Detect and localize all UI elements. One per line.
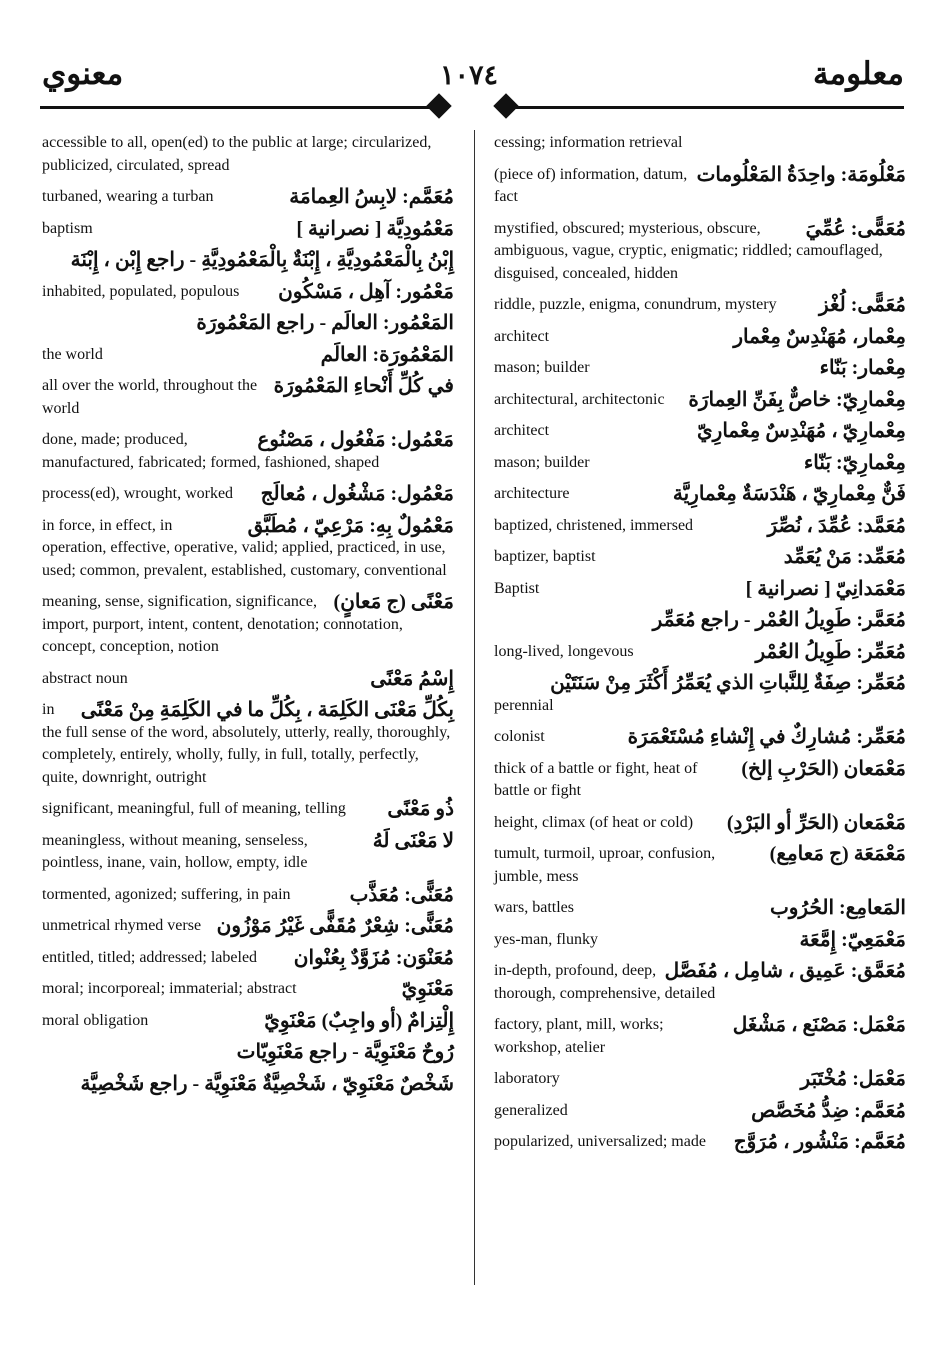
arabic-headword: إِبْنُ بِالْمَعْمُودِيَّةِ ، إِبْنَةٌ بِالْمَعْمُودِيَّةِ - راجع إِبْن ، إِبْنَة: [70, 249, 454, 271]
arabic-headword: مُعَمِّر: مُشارِكٌ في إِنْشاءِ مُسْتَعْمَرَة: [627, 726, 906, 748]
dictionary-entry: [42, 699, 454, 789]
dictionary-entry: [494, 1014, 906, 1059]
dictionary-entry: [42, 830, 454, 875]
english-definition: baptism: [42, 219, 93, 237]
english-definition: moral; incorporeal; immaterial; abstract: [42, 980, 297, 997]
header-rule-right: [512, 106, 904, 109]
english-definition: done, made; produced, manufactured, fabricated; formed, fashioned, shaped: [42, 431, 380, 471]
dictionary-entry: [42, 281, 454, 304]
dictionary-entry: [42, 668, 454, 691]
arabic-headword: مَعْمُول: مَفْعُول ، مَصْنُوع: [257, 429, 454, 451]
english-definition: (piece of) information, datum, fact: [494, 165, 688, 205]
dictionary-entry: [494, 452, 906, 475]
dictionary-entry: [42, 1010, 454, 1033]
arabic-headword: مُعَمَّق: عَمِيق ، شامِل ، مُفَصَّل: [664, 960, 906, 982]
arabic-headword: مَعْلُومَة: واحِدَةُ المَعْلُومات: [696, 163, 906, 186]
left-column: [42, 132, 454, 1104]
english-definition: colonist: [494, 728, 545, 745]
english-definition: cessing; information retrieval: [494, 134, 683, 151]
dictionary-entry: [42, 1073, 454, 1096]
arabic-headword: مُعَمِّد: مَنْ يُعَمِّد: [783, 546, 906, 568]
english-definition: architecture: [494, 485, 570, 502]
header-rule-left: [40, 106, 434, 109]
diamond-ornament-left: [426, 93, 451, 118]
dictionary-entry: [42, 218, 454, 241]
english-definition: wars, battles: [494, 899, 574, 916]
dictionary-entry: [42, 915, 454, 938]
english-definition: popularized, universalized; made: [494, 1133, 706, 1150]
dictionary-entry: [494, 609, 906, 632]
english-definition: significant, meaningful, full of meaning, telling: [42, 800, 346, 817]
page-number: ١٠٧٤: [440, 60, 499, 90]
arabic-headword: مَعْمَعان (الحَرْبِ إلخ): [741, 757, 906, 780]
dictionary-entry: [494, 672, 906, 717]
right-column: [494, 132, 906, 1163]
english-definition: factory, plant, mill, works; workshop, atelier: [494, 1016, 664, 1056]
guide-word-left: معنوي: [42, 56, 124, 91]
column-divider: [474, 130, 475, 1285]
arabic-headword: مُعَنًّى: شِعْرٌ مُقَفًّى غَيْرُ مَوْزُون: [216, 915, 454, 937]
dictionary-entry: [42, 515, 454, 583]
dictionary-entry: [494, 897, 906, 920]
arabic-headword: مُعَمِّر: صِفَةٌ لِلنَّباتِ الذي يُعَمِّرُ أَكْثَرَ مِنْ سَنَتَيْن: [550, 672, 906, 694]
arabic-headword: مَعْنًى (ج مَعانٍ): [333, 591, 454, 613]
arabic-headword: مَعْمُول: مَشْغُول ، مُعالَج: [260, 483, 454, 505]
english-definition: in force, in effect, in operation, effective, operative, valid; applied, practiced, in use, used; common, prevalent, established, customary, conventional: [42, 516, 447, 579]
english-definition: architectural, architectonic: [494, 390, 665, 408]
english-definition: baptized, christened, immersed: [494, 516, 694, 534]
arabic-headword: مُعَنًّى: مُعَذَّب: [349, 883, 454, 906]
arabic-headword: مُعَمِّر: طَوِيلُ العُمْر: [755, 640, 906, 663]
arabic-headword: مِعْمار: بَنّاء: [819, 357, 906, 379]
english-definition: height, climax (of heat or cold): [494, 813, 694, 831]
english-definition: moral obligation: [42, 1011, 149, 1029]
english-definition: entitled, titled; addressed; labeled: [42, 948, 258, 966]
english-definition: riddle, puzzle, enigma, conundrum, mystery: [494, 296, 777, 313]
english-definition: the world: [42, 345, 103, 363]
dictionary-entry: [42, 798, 454, 821]
english-definition: inhabited, populated, populous: [42, 282, 240, 300]
english-definition: mason; builder: [494, 359, 590, 376]
arabic-headword: مِعْمار، مُهَنْدِسٌ مِعْمار: [733, 325, 906, 348]
arabic-headword: رُوحٌ مَعْنَوِيَّة - راجع مَعْنَوِيّات: [236, 1041, 454, 1063]
dictionary-entry: [42, 249, 454, 272]
arabic-headword: فَنٌّ مِعْمارِيّ ، هَنْدَسَةٌ مِعْمارِيَّة: [672, 483, 906, 505]
arabic-headword: مَعْنَوِيّ: [401, 978, 454, 1000]
dictionary-entry: [494, 389, 906, 412]
arabic-headword: مَعْمَل: مَصْنَع ، مَشْغَل: [732, 1014, 906, 1036]
dictionary-entry: [494, 164, 906, 209]
english-definition: perennial: [494, 696, 554, 714]
english-definition: architect: [494, 327, 550, 345]
arabic-headword: مُعَمَّر: طَوِيلُ العُمْر - راجع مُعَمِّر: [652, 609, 906, 631]
dictionary-entry: [494, 515, 906, 538]
arabic-headword: المَعْمُور: العالَم - راجع المَعْمُورَة: [196, 312, 454, 334]
dictionary-entry: [494, 1131, 906, 1154]
english-definition: mystified, obscured; mysterious, obscure, ambiguous, vague, cryptic, enigmatic; riddled; camouflaged, disguised, concealed, hidden: [494, 219, 883, 282]
english-definition: architect: [494, 422, 550, 439]
arabic-headword: مَعْمُودِيَّة [ نصرانية ]: [296, 217, 454, 240]
arabic-headword: إِلْتِزامٌ (أو واجِبٌ) مَعْنَوِيّ: [264, 1009, 454, 1032]
dictionary-entry: [494, 929, 906, 952]
english-definition: long-lived, longevous: [494, 642, 634, 660]
dictionary-entry: [42, 375, 454, 420]
dictionary-entry: [494, 812, 906, 835]
english-definition: baptizer, baptist: [494, 548, 596, 565]
dictionary-entry: [494, 843, 906, 888]
arabic-headword: مَعْمَعِيّ: إِمَّعَة: [799, 928, 906, 951]
dictionary-entry: [494, 483, 906, 506]
arabic-headword: مُعَمَّم: لابِسُ العِمامَة: [289, 186, 454, 208]
dictionary-entry: [494, 326, 906, 349]
dictionary-entry: [494, 758, 906, 803]
dictionary-entry: [494, 132, 906, 155]
english-definition: turbaned, wearing a turban: [42, 188, 214, 205]
dictionary-entry: [494, 420, 906, 443]
dictionary-entry: [42, 483, 454, 506]
dictionary-entry: [42, 186, 454, 209]
dictionary-entry: [494, 1068, 906, 1091]
dictionary-entry: [494, 546, 906, 569]
arabic-headword: مَعْمَعان (الحَرِّ أو البَرْدِ): [726, 811, 906, 834]
arabic-headword: مِعْمارِيّ: بَنّاء: [803, 451, 906, 474]
arabic-headword: شَخْصٌ مَعْنَوِيّ ، شَخْصِيَّةٌ مَعْنَوِيَّة - راجع شَخْصِيَّة: [80, 1072, 454, 1095]
arabic-headword: ذُو مَعْنًى: [387, 798, 454, 820]
arabic-headword: مَعْمَعَة (ج مَعامِع): [769, 843, 906, 865]
arabic-headword: مِعْمارِيّ: خاصٌّ بِفَنِّ العِمارَة: [688, 388, 906, 411]
dictionary-entry: [494, 578, 906, 601]
dictionary-entry: [494, 641, 906, 664]
arabic-headword: إِسْمُ مَعْنًى: [370, 667, 454, 690]
arabic-headword: المَعْمُورَة: العالَم: [320, 343, 454, 366]
english-definition: unmetrical rhymed verse: [42, 917, 202, 934]
guide-word-right: معلومة: [812, 56, 904, 91]
arabic-headword: مَعْمُور: آهِل ، مَسْكُون: [278, 280, 454, 303]
dictionary-entry: [42, 947, 454, 970]
english-definition: laboratory: [494, 1070, 560, 1087]
arabic-headword: مَعْمُولٌ بِهِ: مَرْعِيّ ، مُطَبَّق: [247, 514, 454, 537]
dictionary-entry: [42, 884, 454, 907]
dictionary-entry: [42, 312, 454, 335]
dictionary-entry: [494, 218, 906, 286]
page-header: [0, 0, 944, 120]
dictionary-entry: [42, 429, 454, 474]
english-definition: yes-man, flunky: [494, 930, 598, 948]
dictionary-entry: [494, 1100, 906, 1123]
english-definition: all over the world, throughout the world: [42, 377, 258, 417]
arabic-headword: بِكُلِّ مَعْنَى الكَلِمَة ، بِكُلِّ ما في الكَلِمَةِ مِنْ مَعْنًى: [80, 699, 454, 721]
arabic-headword: مُعَنْوَن: مُزَوَّدٌ بِعُنْوان: [293, 946, 454, 969]
dictionary-entry: [42, 132, 454, 177]
english-definition: accessible to all, open(ed) to the public at large; circularized, publicized, circulated, spread: [42, 134, 432, 174]
dictionary-entry: [42, 591, 454, 659]
english-definition: mason; builder: [494, 453, 590, 471]
arabic-headword: مَعْمَدانِيّ [ نصرانية ]: [745, 577, 906, 600]
arabic-headword: مُعَمَّد: عُمِّدَ ، نُصِّرَ: [767, 514, 906, 537]
arabic-headword: مَعْمَل: مُخْتَبَر: [800, 1068, 906, 1090]
english-definition: generalized: [494, 1101, 568, 1119]
arabic-headword: مُعَمًّى: عُمِّيَ: [805, 217, 906, 240]
english-definition: tormented, agonized; suffering, in pain: [42, 885, 291, 903]
english-definition: thick of a battle or fight, heat of battle or fight: [494, 759, 698, 799]
english-definition: in-depth, profound, deep, thorough, comprehensive, detailed: [494, 962, 716, 1002]
dictionary-entry: [494, 960, 906, 1005]
english-definition: abstract noun: [42, 669, 128, 687]
arabic-headword: في كُلِّ أَنْحاءِ المَعْمُورَة: [273, 375, 454, 397]
english-definition: process(ed), wrought, worked: [42, 485, 234, 502]
arabic-headword: مِعْمارِيّ ، مُهَنْدِسٌ مِعْمارِيّ: [697, 420, 906, 442]
arabic-headword: مُعَمَّم: مَنْشُور ، مُرَوَّج: [733, 1131, 906, 1153]
dictionary-entry: [42, 344, 454, 367]
dictionary-entry: [494, 294, 906, 317]
english-definition: tumult, turmoil, uproar, confusion, jumble, mess: [494, 845, 716, 885]
english-definition: Baptist: [494, 579, 540, 597]
english-definition: meaningless, without meaning, senseless, pointless, inane, vain, hollow, empty, idle: [42, 831, 308, 871]
dictionary-entry: [494, 357, 906, 380]
dictionary-entry: [42, 1041, 454, 1064]
arabic-headword: مُعَمَّم: ضِدُّ مُخَصَّص: [751, 1099, 906, 1122]
english-definition: in the full sense of the word, absolutely, utterly, really, thoroughly, completely, entirely, wholly, fully, in full, totally, perfectly, quite, downright, outright: [42, 701, 451, 786]
arabic-headword: مُعَمًّى: لُغْز: [818, 294, 906, 316]
english-definition: meaning, sense, signification, significance, import, purport, intent, content, denotation; connotation, concept, conception, notion: [42, 593, 403, 655]
dictionary-entry: [42, 978, 454, 1001]
arabic-headword: المَعامِع: الحُرُوب: [769, 897, 906, 919]
arabic-headword: لا مَعْنَى لَهُ: [372, 829, 454, 852]
dictionary-entry: [494, 726, 906, 749]
